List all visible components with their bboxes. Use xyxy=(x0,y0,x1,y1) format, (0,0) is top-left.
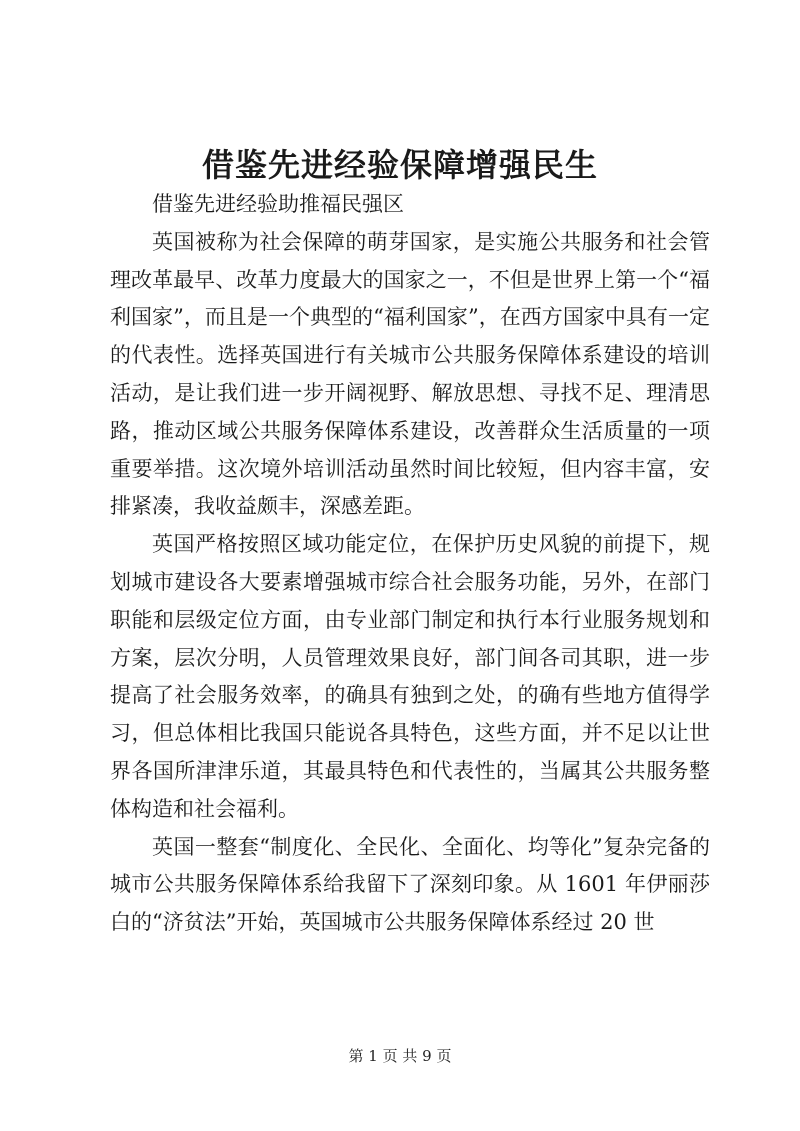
body-paragraph: 英国一整套“制度化、全民化、全面化、均等化”复杂完备的城市公共服务保障体系给我留下了深刻印象。从 1601 年伊丽莎白的“济贫法”开始，英国城市公共服务保障体系经过 20 世 xyxy=(110,834,710,935)
document-body xyxy=(110,186,710,942)
body-paragraph: 英国被称为社会保障的萌芽国家，是实施公共服务和社会管理改革最早、改革力度最大的国家之一，不但是世界上第一个“福利国家”，而且是一个典型的“福利国家”，在西方国家中具有一定的代表性。选择英国进行有关城市公共服务保障体系建设的培训活动，是让我们进一步开阔视野、解放思想、寻找不足、理清思路，推动区域公共服务保障体系建设，改善群众生活质量的一项重要举措。这次境外培训活动虽然时间比较短，但内容丰富，安排紧凑，我收益颇丰，深感差距。 xyxy=(110,229,710,519)
subtitle-paragraph: 借鉴先进经验助推福民强区 xyxy=(152,192,404,216)
page-number-footer: 第 1 页 共 9 页 xyxy=(348,1047,452,1065)
body-paragraph: 英国严格按照区域功能定位，在保护历史风貌的前提下，规划城市建设各大要素增强城市综合社会服务功能，另外，在部门职能和层级定位方面，由专业部门制定和执行本行业服务规划和方案，层次分明，人员管理效果良好，部门间各司其职，进一步提高了社会服务效率，的确具有独到之处，的确有些地方值得学习，但总体相比我国只能说各具特色，这些方面，并不足以让世界各国所津津乐道，其最具特色和代表性的，当属其公共服务整体构造和社会福利。 xyxy=(110,532,710,821)
document-title: 借鉴先进经验保障增强民生 xyxy=(201,146,598,184)
